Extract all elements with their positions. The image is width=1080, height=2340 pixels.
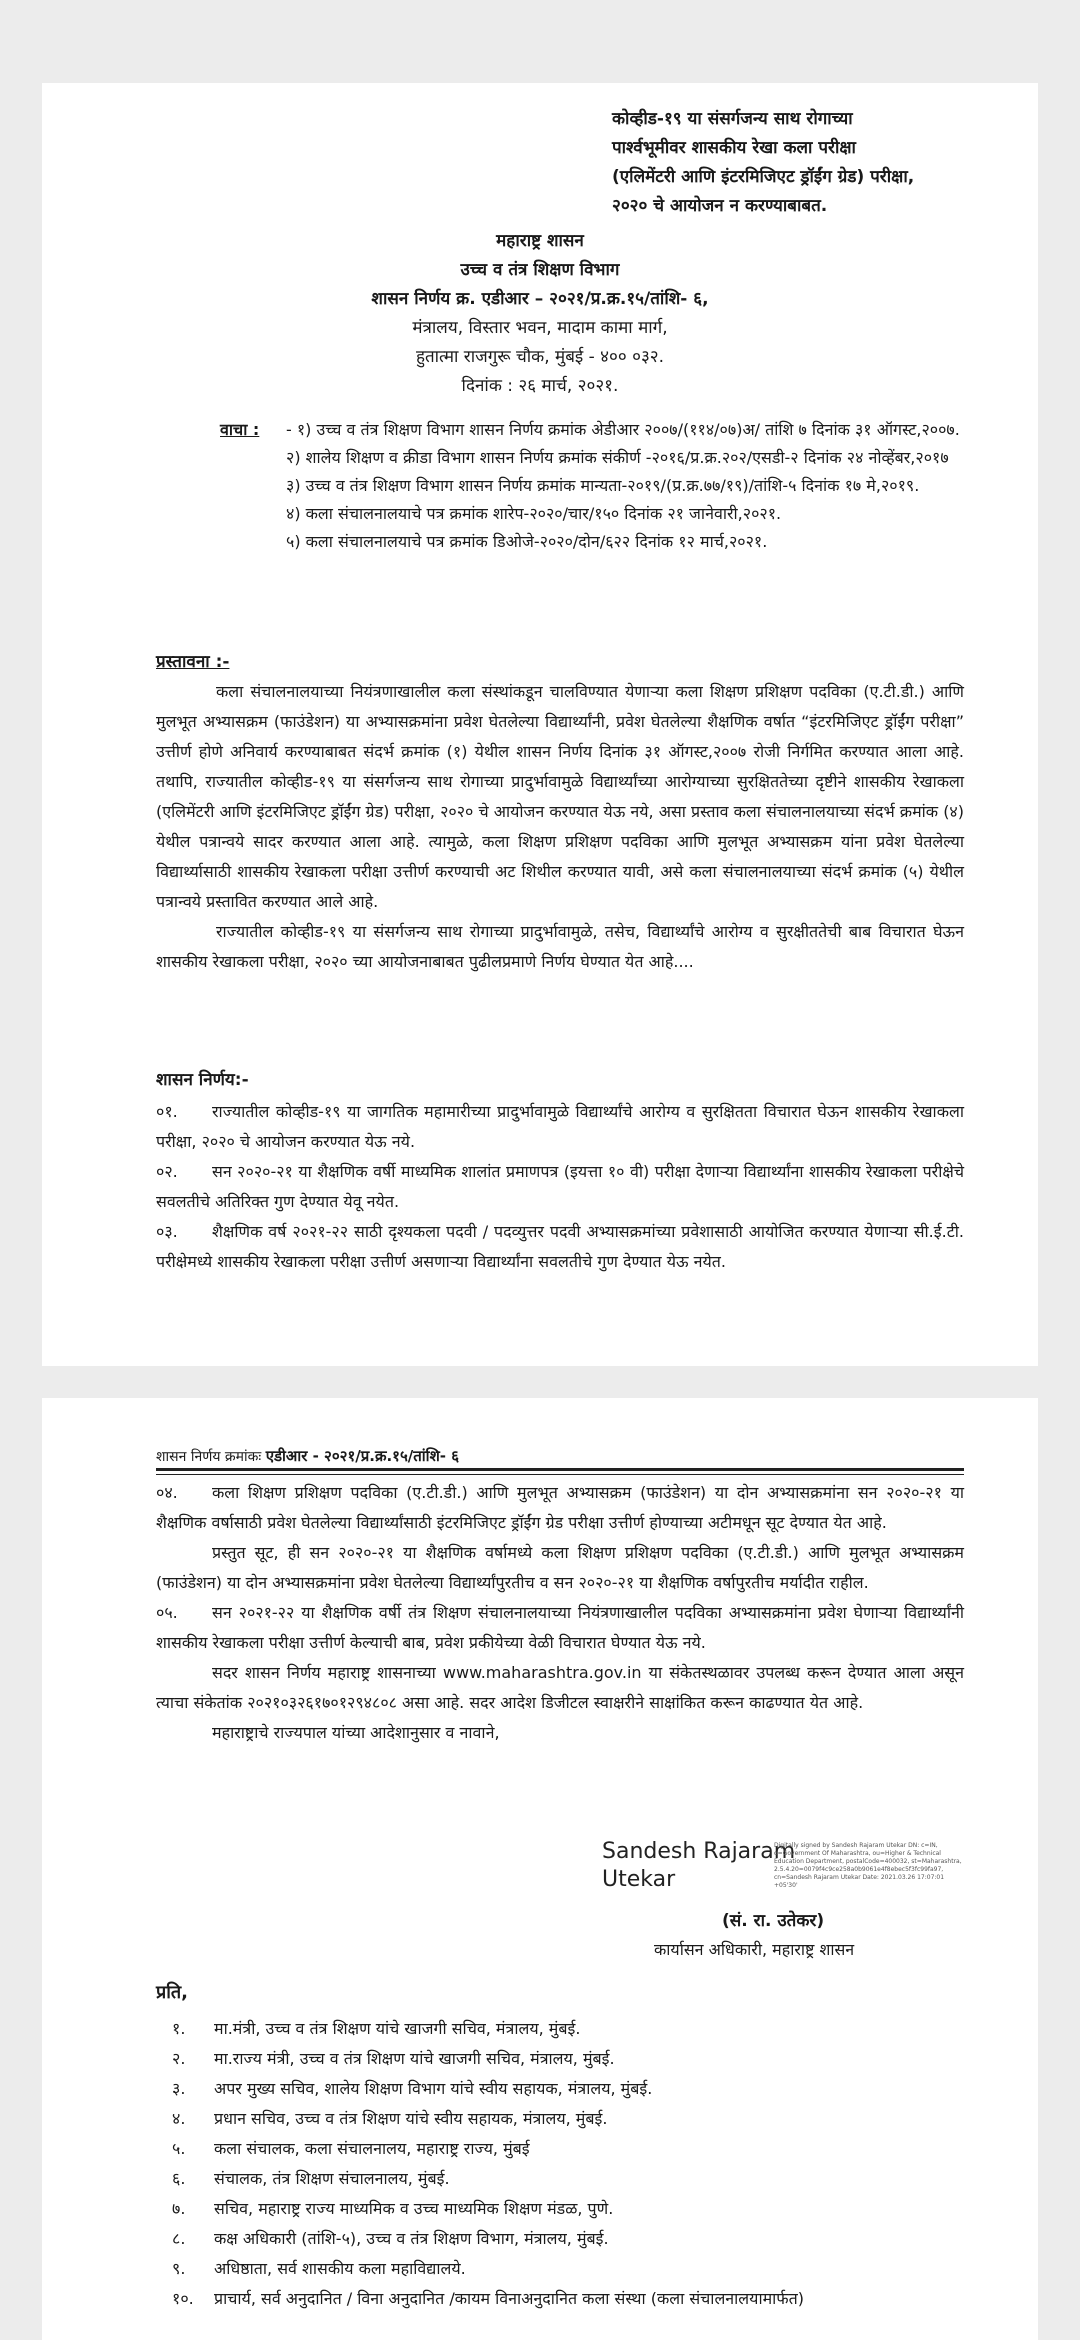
header-label: शासन निर्णय क्रमांकः bbox=[156, 1449, 262, 1465]
document-page-1 bbox=[42, 83, 1038, 1366]
copy-to-item bbox=[172, 2284, 964, 2314]
read-label: वाचा : bbox=[220, 420, 260, 439]
copy-to-text: मा.मंत्री, उच्च व तंत्र शिक्षण यांचे खाजगी सचिव, मंत्रालय, मुंबई. bbox=[214, 2019, 581, 2038]
copy-to-number: ५. bbox=[172, 2139, 186, 2158]
copy-to-text: मा.राज्य मंत्री, उच्च व तंत्र शिक्षण यांचे खाजगी सचिव, मंत्रालय, मुंबई. bbox=[214, 2049, 615, 2068]
decision-text: राज्यातील कोव्हीड-१९ या जागतिक महामारीच्या प्रादुर्भावामुळे विद्यार्थ्यांचे आरोग्य व सुरक्षितता विचारात घेऊन शासकीय रेखाकला परीक्षा, २०२० चे आयोजन करण्यात येऊ नये. bbox=[156, 1102, 964, 1151]
copy-to-item bbox=[172, 2224, 964, 2254]
copy-to-item bbox=[172, 2254, 964, 2284]
copy-to-number: १. bbox=[172, 2019, 186, 2038]
preamble-paragraph-2: राज्यातील कोव्हीड-१९ या संसर्गजन्य साथ रोगाच्या प्रादुर्भावामुळे, तसेच, विद्यार्थ्यांचे आरोग्य व सुरक्षीततेची बाब विचारात घेऊन शासकीय रेखाकला परीक्षा, २०२० च्या आयोजनाबाबत पुढीलप्रमाणे निर्णय घेण्यात येत आहे.... bbox=[156, 922, 964, 971]
decisions-continued bbox=[156, 1478, 964, 1748]
copy-to-number: ७. bbox=[172, 2199, 186, 2218]
signatory-initials: (सं. रा. उतेकर) bbox=[722, 1911, 825, 1931]
copy-to-item bbox=[172, 2044, 964, 2074]
copy-to-text: सचिव, महाराष्ट्र राज्य माध्यमिक व उच्च माध्यमिक शिक्षण मंडळ, पुणे. bbox=[214, 2199, 614, 2218]
digital-signature-name: Sandesh Rajaram Utekar bbox=[602, 1839, 796, 1892]
page-header bbox=[156, 1446, 964, 1466]
header-rule-thin bbox=[156, 1474, 964, 1475]
decision-number: ०२. bbox=[156, 1162, 178, 1181]
decision-04-note: प्रस्तुत सूट, ही सन २०२०-२१ या शैक्षणिक वर्षामध्ये कला शिक्षण प्रशिक्षण पदविका (ए.टी.डी.) आणि मुलभूत अभ्यासक्रम (फाउंडेशन) या दोन अभ्यासक्रमांना प्रवेश घेतलेल्या विद्यार्थ्यांपुरतीच व सन २०२०-२१ या शैक्षणिक वर्षापुरतीच मर्यादीत राहील. bbox=[156, 1543, 964, 1592]
address-line-1: मंत्रालय, विस्तार भवन, मादाम कामा मार्ग, bbox=[412, 318, 668, 338]
decision-heading: शासन निर्णय:- bbox=[156, 1070, 249, 1090]
decision-number: ०३. bbox=[156, 1222, 178, 1241]
issue-date: दिनांक : २६ मार्च, २०२१. bbox=[461, 376, 619, 396]
digital-signature-details: Digitally signed by Sandesh Rajaram Utekar DN: c=IN, o=Government Of Maharashtra, ou=Higher & Technical Education Department, postalCode=400032, st=Maharashtra, 2.5.4.20=0079f4c9ce258a0b9061e4f8ebec5f3fc99fa97, cn=Sandesh Rajaram Utekar Date: 2021.03.26 17:07:01 +05'30' bbox=[774, 1842, 962, 1889]
copy-to-text: कला संचालक, कला संचालनालय, महाराष्ट्र राज्य, मुंबई bbox=[214, 2139, 530, 2158]
gr-number: शासन निर्णय क्र. एडीआर – २०२१/प्र.क्र.१५/तांशि- ६, bbox=[371, 289, 709, 309]
preamble-text bbox=[156, 677, 964, 977]
copy-to-item bbox=[172, 2194, 964, 2224]
order-line: महाराष्ट्राचे राज्यपाल यांच्या आदेशानुसार व नावाने, bbox=[212, 1723, 500, 1742]
header-gr-number: एडीआर - २०२१/प्र.क्र.१५/तांशि- ६ bbox=[265, 1447, 460, 1465]
copy-to-number: ६. bbox=[172, 2169, 186, 2188]
copy-to-number: ४. bbox=[172, 2109, 186, 2128]
decision-item bbox=[156, 1097, 964, 1157]
subject-heading: कोव्हीड-१९ या संसर्गजन्य साथ रोगाच्या पार्श्वभूमीवर शासकीय रेखा कला परीक्षा (एलिमेंटरी आणि इंटरमिजिएट ड्रॉईंग ग्रेड) परीक्षा, २०२० चे आयोजन न करण्याबाबत. bbox=[612, 109, 915, 216]
copy-to-item bbox=[172, 2164, 964, 2194]
preamble-heading: प्रस्तावना :- bbox=[156, 652, 230, 672]
decisions-list bbox=[156, 1097, 964, 1277]
copy-to-text: प्रधान सचिव, उच्च व तंत्र शिक्षण यांचे स्वीय सहायक, मंत्रालय, मुंबई. bbox=[214, 2109, 608, 2128]
signatory-designation: कार्यासन अधिकारी, महाराष्ट्र शासन bbox=[654, 1940, 855, 1959]
department-name: उच्च व तंत्र शिक्षण विभाग bbox=[460, 260, 620, 280]
copy-to-list bbox=[172, 2014, 964, 2314]
letterhead bbox=[42, 227, 1038, 401]
copy-to-label: प्रति, bbox=[156, 1982, 189, 2003]
copy-to-text: अधिष्ठाता, सर्व शासकीय कला महाविद्यालये. bbox=[214, 2259, 466, 2278]
reference-item: ५) कला संचालनालयाचे पत्र क्रमांक डिओजे-२०२०/दोन/६२२ दिनांक १२ मार्च,२०२१. bbox=[286, 532, 768, 551]
decision-number: ०१. bbox=[156, 1102, 178, 1121]
header-rule bbox=[156, 1468, 964, 1471]
copy-to-text: कक्ष अधिकारी (तांशि-५), उच्च व तंत्र शिक्षण विभाग, मंत्रालय, मुंबई. bbox=[214, 2229, 609, 2248]
reference-item: २) शालेय शिक्षण व क्रीडा विभाग शासन निर्णय क्रमांक संकीर्ण -२०१६/प्र.क्र.२०२/एसडी-२ दिनांक २४ नोव्हेंबर,२०१७ bbox=[286, 448, 949, 467]
copy-to-item bbox=[172, 2134, 964, 2164]
closing-paragraph: सदर शासन निर्णय महाराष्ट्र शासनाच्या www.maharashtra.gov.in या संकेतस्थळावर उपलब्ध करून देण्यात आला असून त्याचा संकेतांक २०२१०३२६१७०१२९४८०८ असा आहे. सदर आदेश डिजीटल स्वाक्षरीने साक्षांकित करून काढण्यात येत आहे. bbox=[156, 1663, 964, 1712]
copy-to-text: संचालक, तंत्र शिक्षण संचालनालय, मुंबई. bbox=[214, 2169, 450, 2188]
document-page-2 bbox=[42, 1398, 1038, 2340]
copy-to-number: ३. bbox=[172, 2079, 186, 2098]
copy-to-item bbox=[172, 2014, 964, 2044]
references-block bbox=[220, 416, 980, 556]
decision-item bbox=[156, 1217, 964, 1277]
decision-text: शैक्षणिक वर्ष २०२१-२२ साठी दृश्यकला पदवी / पदव्युत्तर पदवी अभ्यासक्रमांच्या प्रवेशासाठी आयोजित करण्यात येणाऱ्या सी.ई.टी. परीक्षेमध्ये शासकीय रेखाकला परीक्षा उत्तीर्ण असणाऱ्या विद्यार्थ्यांना सवलतीचे गुण देण्यात येऊ नयेत. bbox=[156, 1222, 964, 1271]
reference-item: ३) उच्च व तंत्र शिक्षण विभाग शासन निर्णय क्रमांक मान्यता-२०१९/(प्र.क्र.७७/१९)/तांशि-५ दिनांक १७ मे,२०१९. bbox=[286, 476, 920, 495]
reference-item: - १) उच्च व तंत्र शिक्षण विभाग शासन निर्णय क्रमांक अेडीआर २००७/(११४/०७)अ/ तांशि ७ दिनांक ३१ ऑगस्ट,२००७. bbox=[286, 420, 960, 439]
copy-to-number: २. bbox=[172, 2049, 186, 2068]
copy-to-number: १०. bbox=[172, 2289, 194, 2308]
decision-05: ०५. सन २०२१-२२ या शैक्षणिक वर्षी तंत्र शिक्षण संचालनालयाच्या नियंत्रणाखालील पदविका अभ्यासक्रमांना प्रवेश घेणाऱ्या विद्यार्थ्यांनी शासकीय रेखाकला परीक्षा उत्तीर्ण केल्याची बाब, प्रवेश प्रकीयेच्या वेळी विचारात घेण्यात येऊ नये. bbox=[156, 1603, 964, 1652]
copy-to-text: प्राचार्य, सर्व अनुदानित / विना अनुदानित /कायम विनाअनुदानित कला संस्था (कला संचालनालयामार्फत) bbox=[214, 2289, 804, 2308]
reference-item: ४) कला संचालनालयाचे पत्र क्रमांक शारेप-२०२०/चार/१५० दिनांक २१ जानेवारी,२०२१. bbox=[286, 504, 782, 523]
decision-04: ०४. कला शिक्षण प्रशिक्षण पदविका (ए.टी.डी.) आणि मुलभूत अभ्यासक्रम (फाउंडेशन) या दोन अभ्यासक्रमांना सन २०२०-२१ या शैक्षणिक वर्षासाठी प्रवेश घेतलेल्या विद्यार्थ्यांसाठी इंटरमिजिएट ड्रॉईंग ग्रेड परीक्षा उत्तीर्ण होण्याच्या अटीमधून सूट देण्यात येत आहे. bbox=[156, 1483, 964, 1532]
address-line-2: हुतात्मा राजगुरू चौक, मुंबई - ४०० ०३२. bbox=[415, 347, 665, 367]
govt-name: महाराष्ट्र शासन bbox=[496, 231, 584, 251]
copy-to-number: ९. bbox=[172, 2259, 186, 2278]
copy-to-text: अपर मुख्य सचिव, शालेय शिक्षण विभाग यांचे स्वीय सहायक, मंत्रालय, मुंबई. bbox=[214, 2079, 653, 2098]
decision-item bbox=[156, 1157, 964, 1217]
copy-to-number: ८. bbox=[172, 2229, 186, 2248]
copy-to-item bbox=[172, 2104, 964, 2134]
copy-to-item bbox=[172, 2074, 964, 2104]
preamble-paragraph-1: कला संचालनालयाच्या नियंत्रणाखालील कला संस्थांकडून चालविण्यात येणाऱ्या कला शिक्षण प्रशिक्षण पदविका (ए.टी.डी.) आणि मुलभूत अभ्यासक्रम (फाउंडेशन) या अभ्यासक्रमांना प्रवेश घेतलेल्या विद्यार्थ्यांनी, प्रवेश घेतलेल्या शैक्षणिक वर्षात “इंटरमिजिएट ड्रॉईंग परीक्षा” उत्तीर्ण होणे अनिवार्य करण्याबाबत संदर्भ क्रमांक (१) येथील शासन निर्णय दिनांक ३१ ऑगस्ट,२००७ रोजी निर्गमित करण्यात आला आहे. तथापि, राज्यातील कोव्हीड-१९ या संसर्गजन्य साथ रोगाच्या प्रादुर्भावामुळे विद्यार्थ्यांच्या आरोग्याच्या सुरक्षिततेच्या दृष्टीने शासकीय रेखाकला (एलिमेंटरी आणि इंटरमिजिएट ड्रॉईंग ग्रेड) परीक्षा, २०२० चे आयोजन करण्यात येऊ नये, असा प्रस्ताव कला संचालनालयाच्या संदर्भ क्रमांक (४) येथील पत्रान्वये सादर करण्यात आला आहे. त्यामुळे, कला शिक्षण प्रशिक्षण पदविका आणि मुलभूत अभ्यासक्रम यांना प्रवेश घेतलेल्या विद्यार्थ्यासाठी शासकीय रेखाकला परीक्षा उत्तीर्ण करण्याची अट शिथील करण्यात यावी, असे कला संचालनालयाच्या संदर्भ क्रमांक (५) येथील पत्रान्वये प्रस्तावित करण्यात आले आहे. bbox=[156, 682, 964, 911]
decision-text: सन २०२०-२१ या शैक्षणिक वर्षी माध्यमिक शालांत प्रमाणपत्र (इयत्ता १० वी) परीक्षा देणाऱ्या विद्यार्थ्यांना शासकीय रेखाकला परीक्षेचे सवलतीचे अतिरिक्त गुण देण्यात येवू नयेत. bbox=[156, 1162, 964, 1211]
